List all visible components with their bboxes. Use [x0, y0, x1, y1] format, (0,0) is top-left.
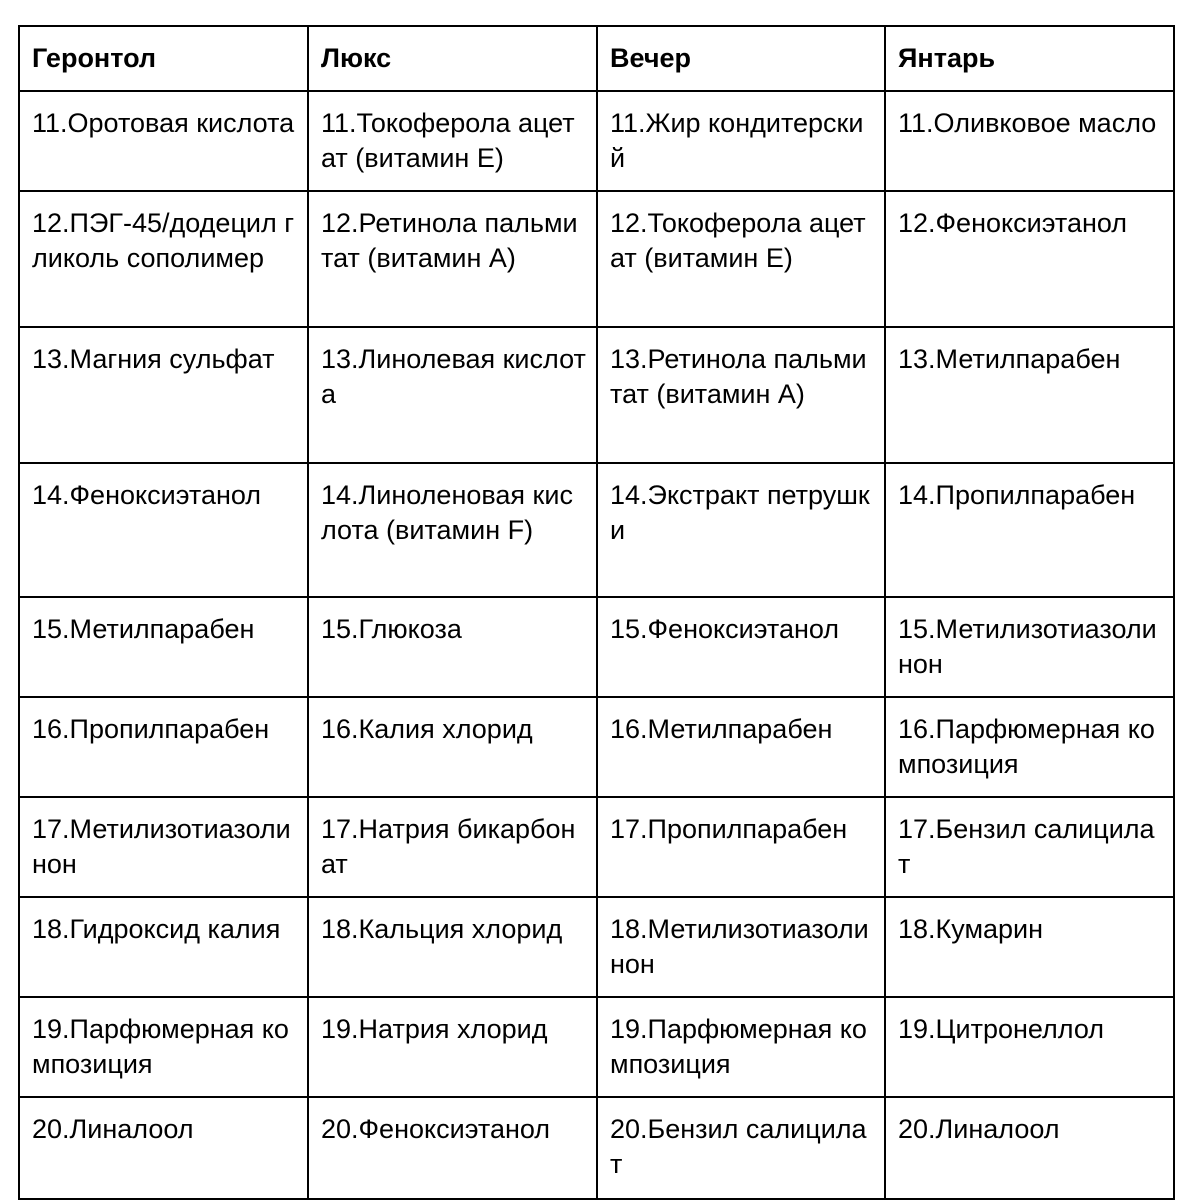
table-cell: 13.Метилпарабен	[885, 327, 1174, 463]
table-cell: 12.Ретинола пальмитат (витамин А)	[308, 191, 597, 327]
table-cell: 19.Натрия хлорид	[308, 997, 597, 1097]
table-cell: 18.Кальция хлорид	[308, 897, 597, 997]
table-cell: 13.Линолевая кислота	[308, 327, 597, 463]
table-cell: 20.Бензил салицилат	[597, 1097, 885, 1199]
header-row	[19, 26, 1174, 91]
table-cell: 18.Кумарин	[885, 897, 1174, 997]
table-cell: 12.Феноксиэтанол	[885, 191, 1174, 327]
table-cell: 15.Метилизотиазолинон	[885, 597, 1174, 697]
table-cell: 20.Линалоол	[19, 1097, 308, 1199]
table-cell: 14.Пропилпарабен	[885, 463, 1174, 597]
table-row	[19, 897, 1174, 997]
table-cell: 15.Глюкоза	[308, 597, 597, 697]
table-row	[19, 997, 1174, 1097]
table-row	[19, 597, 1174, 697]
table-cell: 19.Парфюмерная композиция	[597, 997, 885, 1097]
table-row	[19, 327, 1174, 463]
column-header-yantar: Янтарь	[885, 26, 1174, 91]
table-row	[19, 697, 1174, 797]
table-cell: 14.Линоленовая кислота (витамин F)	[308, 463, 597, 597]
table-cell: 11.Оротовая кислота	[19, 91, 308, 191]
table-cell: 19.Парфюмерная композиция	[19, 997, 308, 1097]
table-cell: 17.Пропилпарабен	[597, 797, 885, 897]
table-cell: 12.ПЭГ-45/додецил гликоль сополимер	[19, 191, 308, 327]
table-cell: 13.Ретинола пальмитат (витамин А)	[597, 327, 885, 463]
table-row	[19, 191, 1174, 327]
table-row	[19, 1097, 1174, 1199]
table-cell: 20.Линалоол	[885, 1097, 1174, 1199]
column-header-gerontol: Геронтол	[19, 26, 308, 91]
table-cell: 16.Калия хлорид	[308, 697, 597, 797]
column-header-vecher: Вечер	[597, 26, 885, 91]
column-header-lux: Люкс	[308, 26, 597, 91]
table-cell: 20.Феноксиэтанол	[308, 1097, 597, 1199]
table-cell: 15.Феноксиэтанол	[597, 597, 885, 697]
table-cell: 14.Экстракт петрушки	[597, 463, 885, 597]
table-cell: 12.Токоферола ацетат (витамин Е)	[597, 191, 885, 327]
table-cell: 16.Парфюмерная композиция	[885, 697, 1174, 797]
table-cell: 17.Бензил салицилат	[885, 797, 1174, 897]
table-cell: 19.Цитронеллол	[885, 997, 1174, 1097]
table-cell: 17.Натрия бикарбонат	[308, 797, 597, 897]
table-cell: 17.Метилизотиазолинон	[19, 797, 308, 897]
table-cell: 11.Токоферола ацетат (витамин Е)	[308, 91, 597, 191]
table-row	[19, 463, 1174, 597]
table-cell: 18.Метилизотиазолинон	[597, 897, 885, 997]
table-row	[19, 91, 1174, 191]
table-cell: 11.Оливковое масло	[885, 91, 1174, 191]
ingredients-table	[18, 25, 1175, 1200]
table-cell: 14.Феноксиэтанол	[19, 463, 308, 597]
table-cell: 15.Метилпарабен	[19, 597, 308, 697]
table-cell: 11.Жир кондитерский	[597, 91, 885, 191]
table-row	[19, 797, 1174, 897]
ingredients-table-container	[18, 25, 1175, 1200]
table-cell: 16.Метилпарабен	[597, 697, 885, 797]
table-cell: 18.Гидроксид калия	[19, 897, 308, 997]
table-cell: 16.Пропилпарабен	[19, 697, 308, 797]
table-cell: 13.Магния сульфат	[19, 327, 308, 463]
